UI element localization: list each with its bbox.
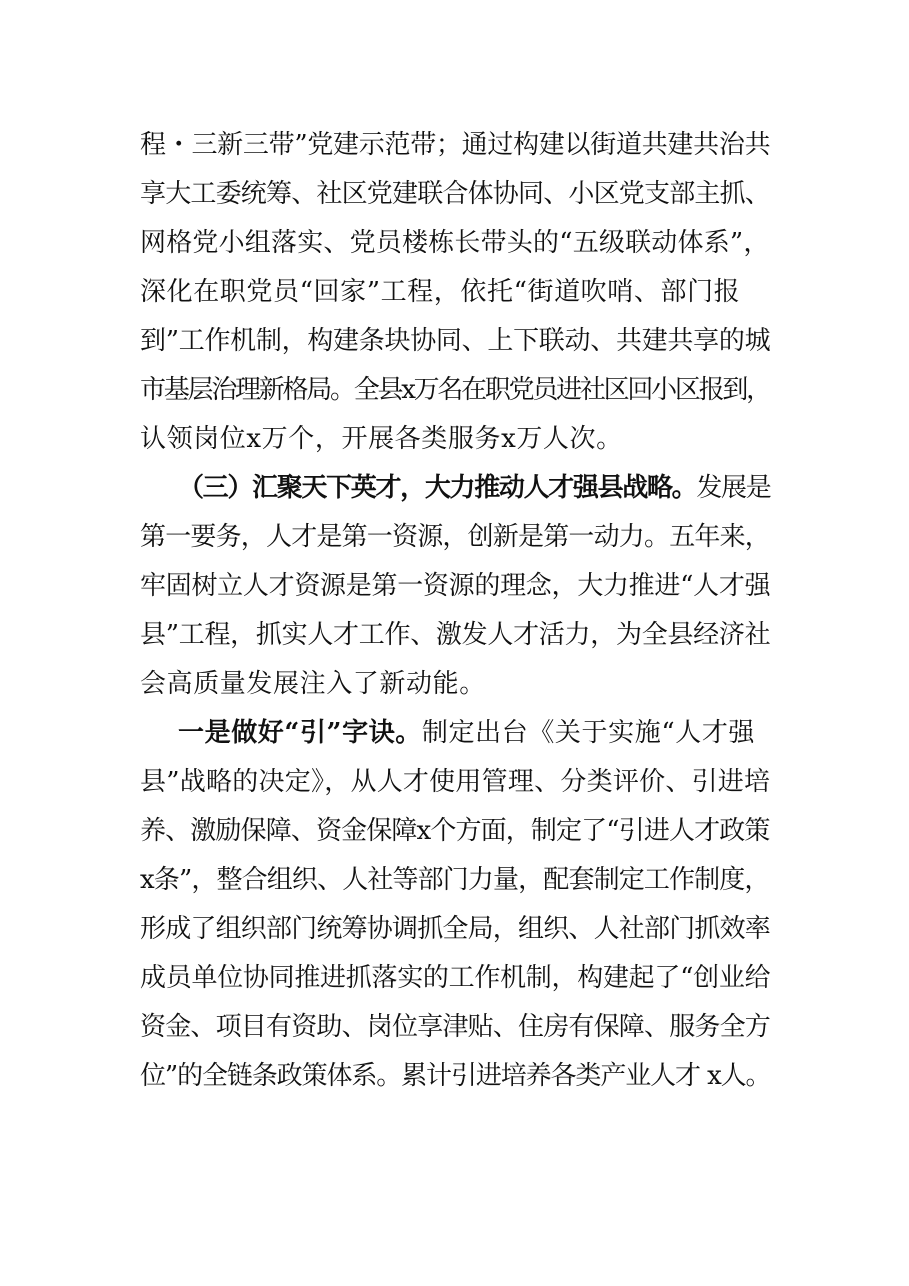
paragraph-3-line-7: 资金、项目有资助、岗位享津贴、住房有保障、服务全方 [140, 1012, 771, 1042]
paragraph-3-line-5: 形成了组织部门统筹协调抓全局，组织、人社部门抓效率 [140, 914, 771, 944]
paragraph-2-line-1-rest: 发展是 [696, 473, 771, 503]
paragraph-3-line-2: 县”战略的决定》，从人才使用管理、分类评价、引进培 [140, 767, 771, 797]
paragraph-1-line-3: 网格党小组落实、党员楼栋长带头的“五级联动体系”， [140, 228, 770, 258]
paragraph-2-line-4: 县”工程，抓实人才工作、激发人才活力，为全县经济社 [140, 620, 771, 650]
paragraph-3-line-4: x条”，整合组织、人社等部门力量，配套制定工作制度， [140, 865, 770, 895]
section-heading-3: （三）汇聚天下英才，大力推动人才强县战略。 [178, 473, 697, 503]
paragraph-2-line-1 [178, 473, 770, 503]
paragraph-2-line-2: 第一要务，人才是第一资源，创新是第一动力。五年来， [140, 522, 771, 552]
paragraph-1-line-6: 市基层治理新格局。全县x万名在职党员进社区回小区报到， [140, 375, 770, 405]
paragraph-3-line-1 [178, 718, 755, 748]
paragraph-1-line-4: 深化在职党员“回家”工程，依托“街道吹哨、部门报 [140, 277, 741, 307]
paragraph-3-line-3: 养、激励保障、资金保障x个方面，制定了“引进人才政策 [140, 816, 770, 846]
paragraph-1-line-2: 享大工委统筹、社区党建联合体协同、小区党支部主抓、 [140, 179, 771, 209]
paragraph-1-line-5: 到”工作机制，构建条块协同、上下联动、共建共享的城 [140, 326, 771, 356]
paragraph-1-line-7: 认领岗位x万个，开展各类服务x万人次。 [140, 424, 623, 454]
paragraph-1-line-1: 程・三新三带”党建示范带；通过构建以街道共建共治共 [140, 130, 771, 160]
paragraph-3-line-8: 位”的全链条政策体系。累计引进培养各类产业人才 x人。 [140, 1061, 771, 1091]
paragraph-2-line-5: 会高质量发展注入了新动能。 [140, 669, 486, 699]
paragraph-3-line-1-rest: 制定出台《关于实施“人才强 [421, 718, 756, 748]
subsection-heading-1: 一是做好“引”字诀。 [178, 718, 422, 748]
paragraph-2-line-3: 牢固树立人才资源是第一资源的理念，大力推进“人才强 [140, 571, 771, 601]
paragraph-3-line-6: 成员单位协同推进抓落实的工作机制，构建起了“创业给 [140, 963, 771, 993]
